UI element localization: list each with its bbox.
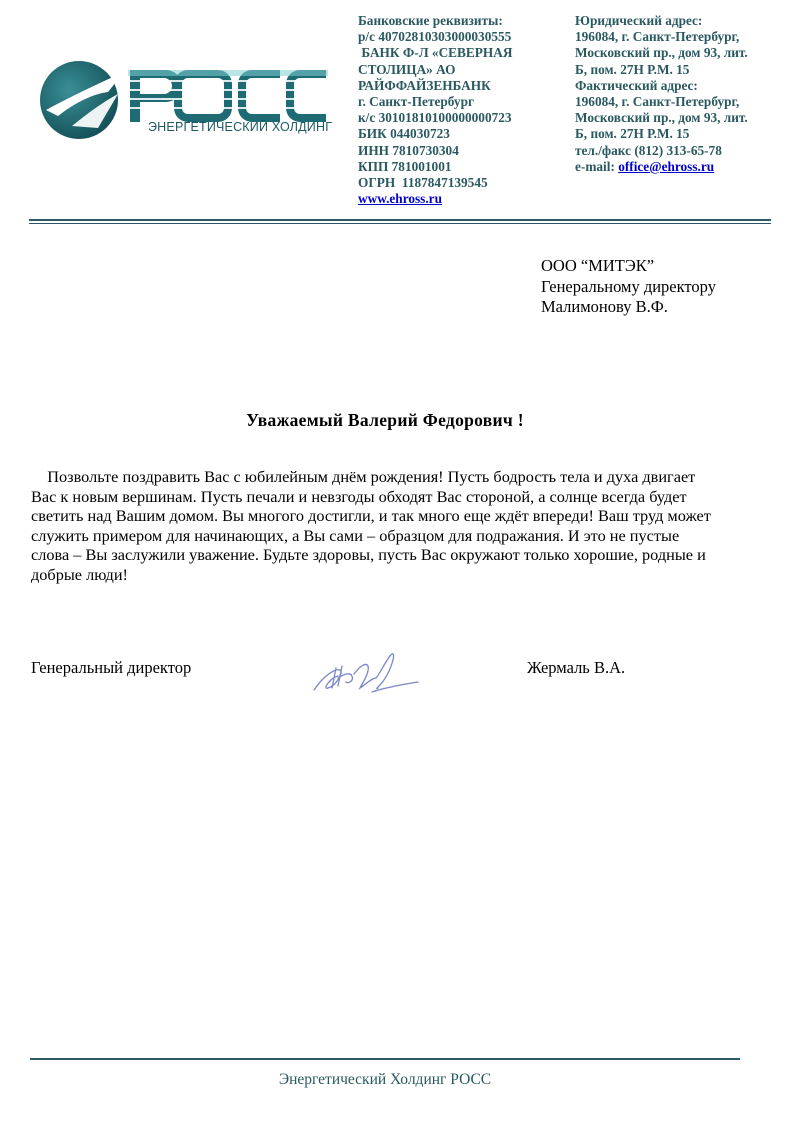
recipient-position: Генеральному директору bbox=[541, 276, 716, 296]
actual-address-line1: 196084, г. Санкт-Петербург, bbox=[575, 94, 740, 110]
header-divider-thick bbox=[29, 219, 771, 221]
body-line: слова – Вы заслужили уважение. Будьте здоровы, пусть Вас окружают только хорошие, родные и bbox=[31, 545, 706, 565]
handwritten-signature bbox=[308, 648, 423, 698]
logo-tagline: ЭНЕРГЕТИЧЕСКИЙ ХОЛДИНГ bbox=[148, 120, 333, 134]
body-line: светить над Вашим домом. Вы многого достигли, и так много еще ждёт впереди! Ваш труд может bbox=[31, 506, 711, 526]
inn: ИНН 7810730304 bbox=[358, 142, 459, 158]
signatory-name: Жермаль В.А. bbox=[527, 658, 626, 677]
company-address bbox=[575, 13, 785, 175]
recipient-block bbox=[541, 256, 716, 318]
bank-details-heading: Банковские реквизиты: bbox=[358, 13, 503, 28]
body-line: Вас к новым вершинам. Пусть печали и невзгоды обходят Вас стороной, а солнце всегда будет bbox=[31, 486, 687, 506]
letter-greeting: Уважаемый Валерий Федорович ! bbox=[246, 410, 524, 430]
ross-logo-mark bbox=[38, 58, 328, 148]
letter-body bbox=[31, 467, 746, 585]
bik: БИК 044030723 bbox=[358, 126, 450, 142]
bank-city: г. Санкт-Петербург bbox=[358, 94, 475, 110]
body-line: добрые люди! bbox=[31, 564, 128, 584]
legal-address-heading: Юридический адрес: bbox=[575, 13, 703, 28]
actual-address-line2: Московский пр., дом 93, лит. bbox=[575, 110, 748, 126]
ogrn: ОГРН 1187847139545 bbox=[358, 175, 488, 191]
actual-address-line3: Б, пом. 27Н Р.М. 15 bbox=[575, 126, 690, 142]
bank-name-line1: БАНК Ф-Л «СЕВЕРНАЯ bbox=[358, 45, 513, 61]
bank-name-line2: СТОЛИЦА» АО bbox=[358, 61, 456, 77]
email-link[interactable]: office@ehross.ru bbox=[618, 158, 715, 174]
recipient-company: ООО “МИТЭК” bbox=[541, 256, 655, 275]
legal-address-line3: Б, пом. 27Н Р.М. 15 bbox=[575, 61, 690, 77]
bank-account: р/с 40702810303000030555 bbox=[358, 29, 512, 45]
email-line bbox=[575, 159, 785, 175]
corr-account: к/с 30101810100000000723 bbox=[358, 110, 512, 126]
bank-details bbox=[358, 13, 558, 207]
body-line: служить примером для начинающих, а Вы сами – образцом для подражания. И это не пустые bbox=[31, 525, 680, 545]
bank-name-line3: РАЙФФАЙЗЕНБАНК bbox=[358, 77, 491, 93]
footer-text: Энергетический Холдинг РОСС bbox=[278, 1071, 492, 1088]
company-logo bbox=[38, 58, 333, 148]
email-label: e-mail: bbox=[575, 158, 619, 174]
signatory-title: Генеральный директор bbox=[31, 658, 192, 677]
header-divider-thin bbox=[29, 223, 771, 224]
website-link[interactable]: www.ehross.ru bbox=[358, 191, 442, 207]
actual-address-heading: Фактический адрес: bbox=[575, 77, 698, 93]
kpp: КПП 781001001 bbox=[358, 158, 452, 174]
body-line: Позвольте поздравить Вас с юбилейным днём рождения! Пусть бодрость тела и духа двигает bbox=[31, 467, 696, 486]
phone-fax: тел./факс (812) 313-65-78 bbox=[575, 142, 722, 158]
footer-divider bbox=[30, 1058, 740, 1060]
legal-address-line1: 196084, г. Санкт-Петербург, bbox=[575, 29, 740, 45]
recipient-name: Малимонову В.Ф. bbox=[541, 297, 668, 316]
legal-address-line2: Московский пр., дом 93, лит. bbox=[575, 45, 748, 61]
